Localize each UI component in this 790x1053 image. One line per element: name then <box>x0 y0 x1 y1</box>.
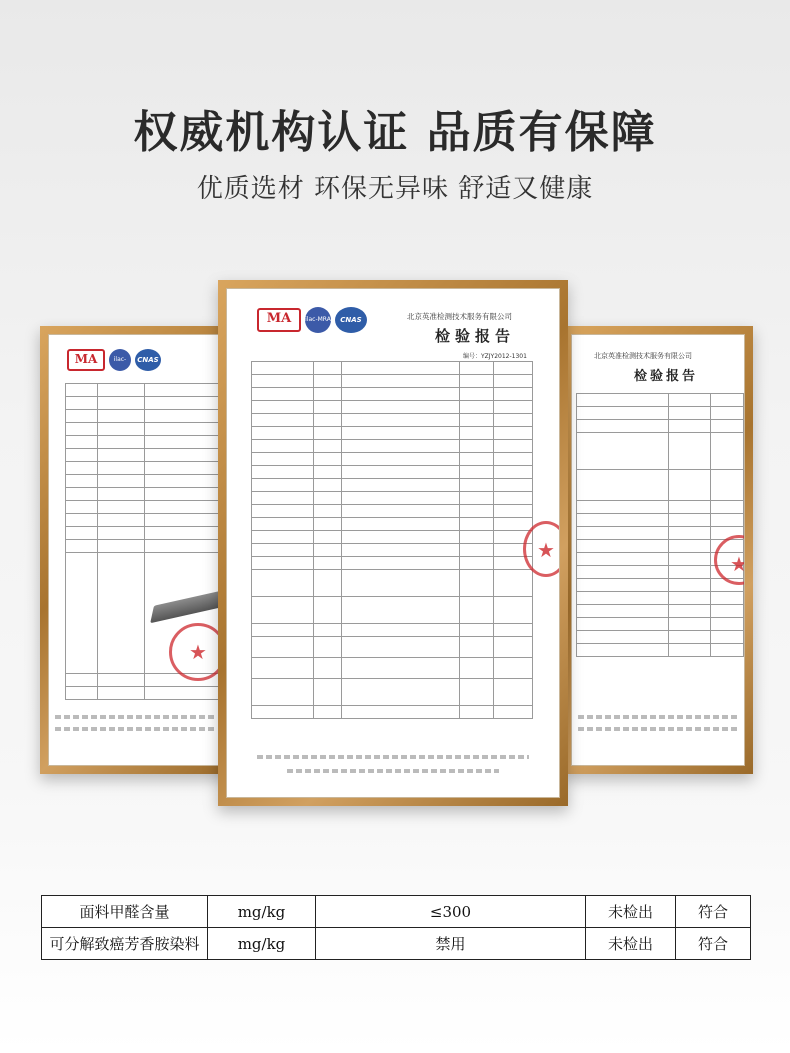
report-title-center: 检验报告 <box>435 327 516 345</box>
ilac-logo-center: ilac-MRA <box>305 307 331 333</box>
org-name-right: 北京英准检测技术服务有限公司 <box>594 352 692 360</box>
cert-footer-right-2 <box>578 727 738 731</box>
certificate-frame-right <box>563 326 753 774</box>
spec-table <box>41 895 751 960</box>
table-row <box>42 928 751 960</box>
ilac-logo: ilac-MRA <box>109 349 131 371</box>
table-row <box>42 896 751 928</box>
cert-logos-left <box>67 349 161 385</box>
requirement-cell: 禁用 <box>316 928 586 960</box>
cert-footer-center-2 <box>287 769 499 773</box>
cert-footer-left-2 <box>55 727 215 731</box>
item-cell: 可分解致癌芳香胺染料 <box>42 928 208 960</box>
cert-table-center <box>251 361 533 719</box>
cert-footer-right <box>578 715 738 719</box>
ma-logo: MA <box>67 349 105 371</box>
item-cell: 面料甲醛含量 <box>42 896 208 928</box>
cnas-logo: CNAS <box>135 349 161 371</box>
cert-table-right <box>576 393 744 657</box>
unit-cell: mg/kg <box>208 928 316 960</box>
headline: 权威机构认证 品质有保障 <box>133 107 657 158</box>
cert-logos-center <box>257 307 367 333</box>
certificate-paper-right <box>571 334 745 766</box>
verdict-cell: 符合 <box>676 896 751 928</box>
cert-footer-center <box>257 755 529 759</box>
ma-logo-center: MA <box>257 308 301 332</box>
report-title-right: 检验报告 <box>634 369 699 384</box>
org-name-center: 北京英准检测技术服务有限公司 <box>407 312 512 321</box>
cert-footer-left <box>55 715 215 719</box>
certificate-paper-left <box>48 334 222 766</box>
verdict-cell: 符合 <box>676 928 751 960</box>
result-cell: 未检出 <box>586 896 676 928</box>
report-number: 编号：YZJY2012-1301 <box>463 353 527 360</box>
subhead: 优质选材 环保无异味 舒适又健康 <box>196 174 594 204</box>
certificate-paper-center <box>226 288 560 798</box>
unit-cell: mg/kg <box>208 896 316 928</box>
cnas-logo-center: CNAS <box>335 307 367 333</box>
certificate-frame-center <box>218 280 568 806</box>
certificate-frame-left <box>40 326 230 774</box>
official-seal-stamp <box>169 623 222 681</box>
result-cell: 未检出 <box>586 928 676 960</box>
requirement-cell: ≤300 <box>316 896 586 928</box>
